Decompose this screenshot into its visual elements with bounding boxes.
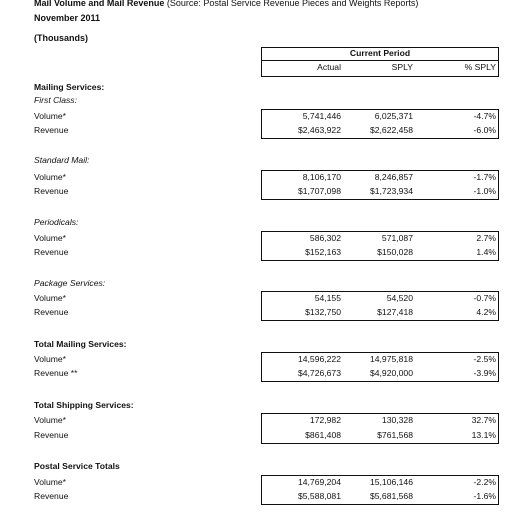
package-services-revenue-pct: 4.2% xyxy=(476,307,496,317)
postal-totals-heading: Postal Service Totals xyxy=(34,461,120,471)
package-services-volume-actual: 54,155 xyxy=(314,293,341,303)
standard-mail-volume-pct: -1.7% xyxy=(473,172,496,182)
periodicals-revenue-sply: $150,028 xyxy=(377,247,413,257)
first-class-volume-label: Volume* xyxy=(34,111,67,121)
package-services-revenue-label: Revenue xyxy=(34,307,69,317)
total-mailing-volume-label: Volume* xyxy=(34,354,67,364)
package-services-revenue-sply: $127,418 xyxy=(377,307,413,317)
report-title xyxy=(34,0,418,8)
standard-mail-volume-actual: 8,106,170 xyxy=(302,172,341,182)
total-shipping-volume-pct: 32.7% xyxy=(471,415,496,425)
package-services-revenue-actual: $132,750 xyxy=(305,307,341,317)
total-mailing-revenue-actual: $4,726,673 xyxy=(297,368,341,378)
package-services-volume-pct: -0.7% xyxy=(473,293,496,303)
first-class-revenue-sply: $2,622,458 xyxy=(369,125,413,135)
column-header-divider xyxy=(261,60,499,61)
report-title-main: Mail Volume and Mail Revenue xyxy=(34,0,165,8)
postal-totals-revenue-actual: $5,588,081 xyxy=(297,491,341,501)
total-shipping-revenue-label: Revenue xyxy=(34,430,69,440)
standard-mail-volume-label: Volume* xyxy=(34,172,67,182)
standard-mail-revenue-actual: $1,707,098 xyxy=(297,186,341,196)
postal-totals-volume-label: Volume* xyxy=(34,477,67,487)
postal-totals-revenue-sply: $5,681,568 xyxy=(369,491,413,501)
mailing-services-heading: Mailing Services: xyxy=(34,82,105,92)
periodicals-revenue-pct: 1.4% xyxy=(476,247,496,257)
postal-totals-revenue-label: Revenue xyxy=(34,491,69,501)
first-class-revenue-label: Revenue xyxy=(34,125,69,135)
total-mailing-revenue-sply: $4,920,000 xyxy=(369,368,413,378)
postal-totals-volume-pct: -2.2% xyxy=(473,477,496,487)
package-services-heading: Package Services: xyxy=(34,278,106,288)
periodicals-volume-label: Volume* xyxy=(34,233,67,243)
total-shipping-volume-label: Volume* xyxy=(34,415,67,425)
standard-mail-heading: Standard Mail: xyxy=(34,155,90,165)
total-shipping-revenue-pct: 13.1% xyxy=(471,430,496,440)
first-class-volume-sply: 6,025,371 xyxy=(374,111,413,121)
postal-totals-volume-sply: 15,106,146 xyxy=(369,477,413,487)
report-units: (Thousands) xyxy=(34,33,88,43)
first-class-volume-actual: 5,741,446 xyxy=(302,111,341,121)
first-class-heading: First Class: xyxy=(34,95,77,105)
package-services-volume-sply: 54,520 xyxy=(386,293,413,303)
total-mailing-revenue-label: Revenue ** xyxy=(34,368,78,378)
column-header-sply: SPLY xyxy=(391,62,413,72)
postal-totals-volume-actual: 14,769,204 xyxy=(297,477,341,487)
standard-mail-revenue-label: Revenue xyxy=(34,186,69,196)
periodicals-volume-pct: 2.7% xyxy=(476,233,496,243)
column-header-pct-sply: % SPLY xyxy=(464,62,496,72)
standard-mail-revenue-pct: -1.0% xyxy=(473,186,496,196)
periodicals-volume-sply: 571,087 xyxy=(381,233,413,243)
total-mailing-volume-actual: 14,596,222 xyxy=(297,354,341,364)
periodicals-revenue-actual: $152,163 xyxy=(305,247,341,257)
package-services-volume-label: Volume* xyxy=(34,293,67,303)
total-shipping-revenue-sply: $761,568 xyxy=(377,430,413,440)
total-shipping-revenue-actual: $861,408 xyxy=(305,430,341,440)
postal-totals-revenue-pct: -1.6% xyxy=(473,491,496,501)
report-period: November 2011 xyxy=(34,13,101,23)
periodicals-volume-actual: 586,302 xyxy=(309,233,341,243)
total-mailing-revenue-pct: -3.9% xyxy=(473,368,496,378)
first-class-volume-pct: -4.7% xyxy=(473,111,496,121)
total-mailing-volume-pct: -2.5% xyxy=(473,354,496,364)
total-mailing-volume-sply: 14,975,818 xyxy=(369,354,413,364)
total-mailing-heading: Total Mailing Services: xyxy=(34,339,127,349)
first-class-revenue-pct: -6.0% xyxy=(473,125,496,135)
total-shipping-heading: Total Shipping Services: xyxy=(34,400,134,410)
total-shipping-volume-sply: 130,328 xyxy=(381,415,413,425)
first-class-revenue-actual: $2,463,922 xyxy=(297,125,341,135)
standard-mail-revenue-sply: $1,723,934 xyxy=(369,186,413,196)
column-group-header: Current Period xyxy=(349,48,411,58)
report-title-source: (Source: Postal Service Revenue Pieces and Weights Reports) xyxy=(166,0,419,8)
total-shipping-volume-actual: 172,982 xyxy=(309,415,341,425)
standard-mail-volume-sply: 8,246,857 xyxy=(374,172,413,182)
periodicals-heading: Periodicals: xyxy=(34,217,79,227)
periodicals-revenue-label: Revenue xyxy=(34,247,69,257)
column-header-actual: Actual xyxy=(317,62,341,72)
